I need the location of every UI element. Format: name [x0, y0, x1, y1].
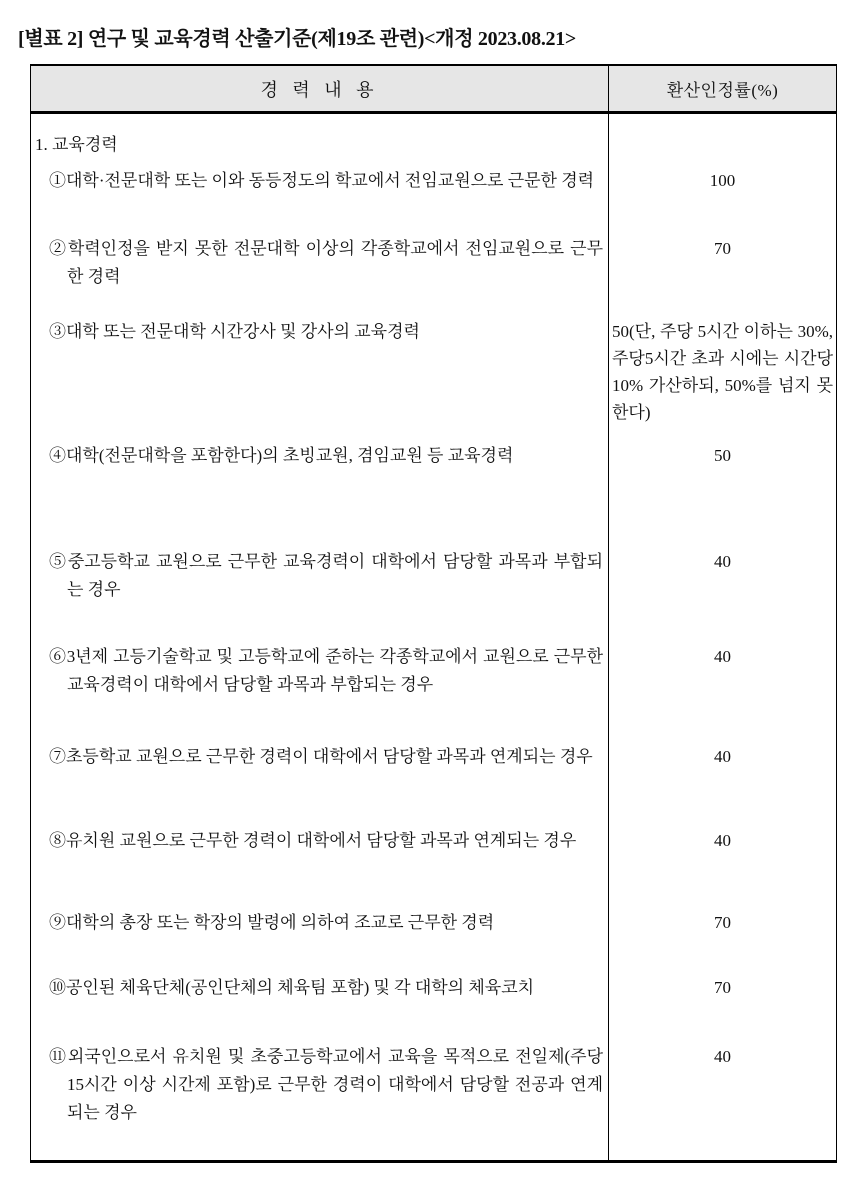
page-title: [별표 2] 연구 및 교육경력 산출기준(제19조 관련)<개정 2023.08.21> [18, 28, 577, 50]
conversion-rate-cell: 40 [714, 647, 731, 666]
conversion-rate-cell: 50(단, 주당 5시간 이하는 30%, 주당5시간 초과 시에는 시간당 10% 가산하되, 50%를 넘지 못한다) [612, 322, 833, 422]
career-content-cell: ⑧유치원 교원으로 근무한 경력이 대학에서 담당할 과목과 연계되는 경우 [49, 831, 577, 850]
section-label: 1. 교육경력 [35, 135, 118, 154]
career-content-cell: ⑥3년제 고등기술학교 및 고등학교에 준하는 각종학교에서 교원으로 근무한 교육경력이 대학에서 담당할 과목과 부합되는 경우 [49, 647, 603, 694]
conversion-rate-cell: 70 [714, 978, 731, 997]
conversion-rate-cell: 40 [714, 747, 731, 766]
career-content-cell: ⑪외국인으로서 유치원 및 초중고등학교에서 교육을 목적으로 전일제(주당 15시간 이상 시간제 포함)로 근무한 경력이 대학에서 담당할 전공과 연계되는 경우 [49, 1047, 603, 1122]
career-content-cell: ②학력인정을 받지 못한 전문대학 이상의 각종학교에서 전임교원으로 근무한 경력 [49, 239, 603, 286]
career-content-cell: ⑦초등학교 교원으로 근무한 경력이 대학에서 담당할 과목과 연계되는 경우 [49, 747, 593, 766]
conversion-rate-cell: 40 [714, 552, 731, 571]
conversion-rate-cell: 70 [714, 239, 731, 258]
conversion-rate-cell: 70 [714, 913, 731, 932]
table-body [31, 114, 836, 1160]
career-content-cell: ③대학 또는 전문대학 시간강사 및 강사의 교육경력 [49, 322, 420, 341]
header-conversion-rate: 환산인정률(%) [666, 81, 779, 100]
conversion-rate-cell: 50 [714, 446, 731, 465]
conversion-rate-cell: 40 [714, 831, 731, 850]
conversion-rate-cell: 100 [709, 171, 736, 190]
career-criteria-table [30, 64, 837, 1163]
career-content-cell: ⑤중고등학교 교원으로 근무한 교육경력이 대학에서 담당할 과목과 부합되는 경우 [49, 552, 603, 599]
career-content-cell: ④대학(전문대학을 포함한다)의 초빙교원, 겸임교원 등 교육경력 [49, 446, 514, 465]
career-content-cell: ⑩공인된 체육단체(공인단체의 체육팀 포함) 및 각 대학의 체육코치 [49, 978, 535, 997]
column-divider [608, 114, 609, 1160]
header-career-content: 경 력 내 용 [31, 66, 609, 111]
career-content-cell: ①대학·전문대학 또는 이와 동등정도의 학교에서 전임교원으로 근문한 경력 [49, 171, 595, 190]
table-header-row [31, 66, 836, 114]
career-content-cell: ⑨대학의 총장 또는 학장의 발령에 의하여 조교로 근무한 경력 [49, 913, 495, 932]
conversion-rate-cell: 40 [714, 1047, 731, 1066]
